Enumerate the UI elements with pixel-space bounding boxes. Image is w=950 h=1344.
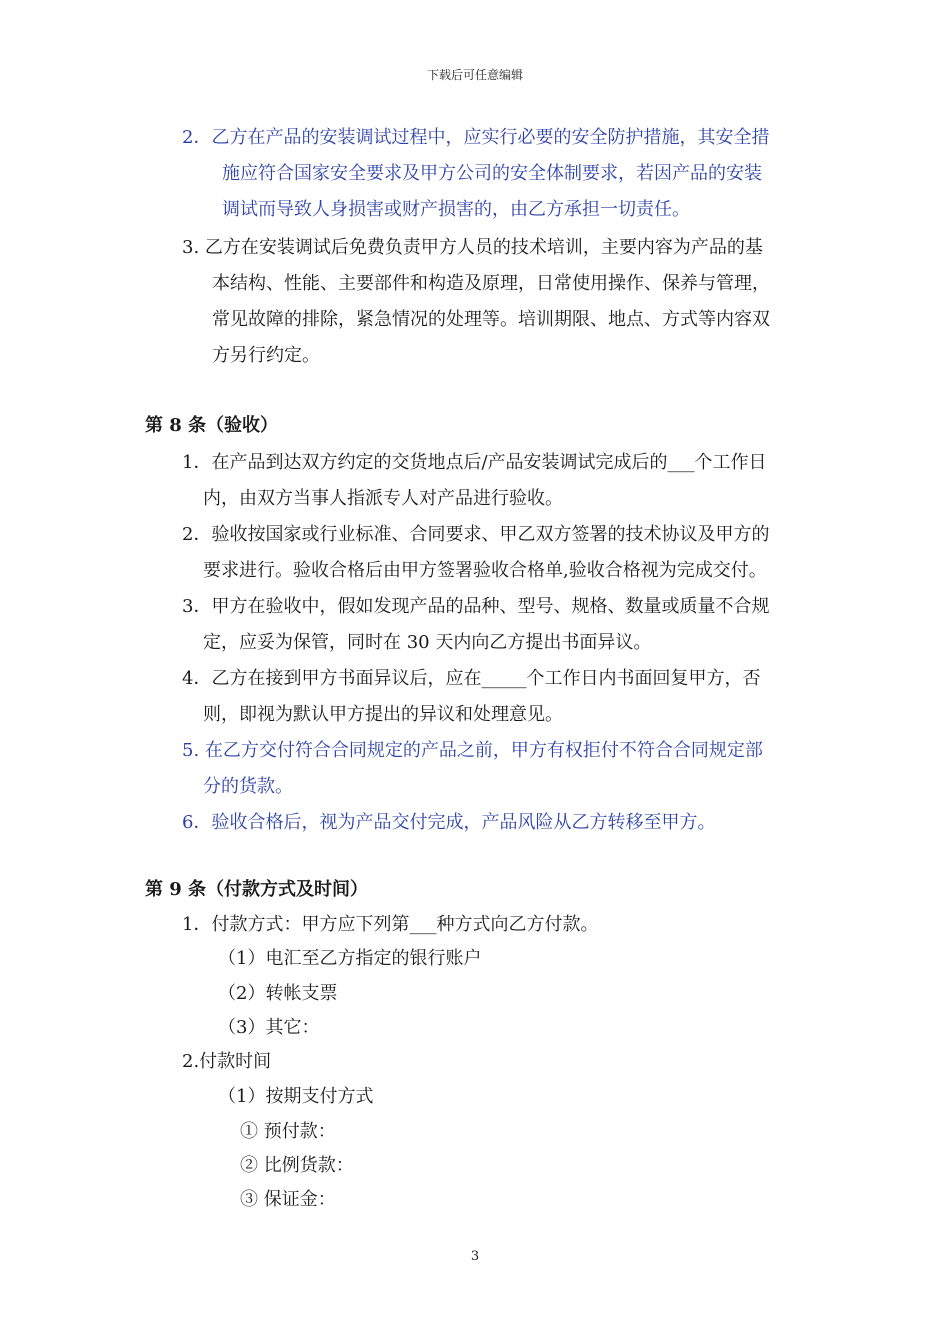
payment-option-1: （1）电汇至乙方指定的银行账户 xyxy=(218,948,482,969)
article-8-title: 第 8 条（验收） xyxy=(145,415,279,436)
clause-3-line-1: 3. 乙方在安装调试后免费负责甲方人员的技术培训，主要内容为产品的基 xyxy=(182,237,763,258)
payment-sub-item-2: ② 比例货款： xyxy=(240,1155,354,1176)
clause-3-line-3: 常见故障的排除，紧急情况的处理等。培训期限、地点、方式等内容双 xyxy=(212,309,770,330)
article-8-item-6: 6．验收合格后，视为产品交付完成，产品风险从乙方转移至甲方。 xyxy=(182,812,716,833)
page-number: 3 xyxy=(470,1249,480,1264)
payment-sub-item-3: ③ 保证金： xyxy=(240,1189,336,1210)
article-9-item-1-text-b: 种方式向乙方付款。 xyxy=(436,914,599,935)
payment-option-3: （3）其它： xyxy=(218,1017,320,1038)
article-8-item-4-line-1 xyxy=(182,667,760,691)
article-8-item-3-line-1: 3．甲方在验收中，假如发现产品的品种、型号、规格、数量或质量不合规 xyxy=(182,596,770,617)
page-header: 下载后可任意编辑 xyxy=(426,68,523,82)
clause-2-line-3: 调试而导致人身损害或财产损害的，由乙方承担一切责任。 xyxy=(222,199,690,220)
article-9-item-2: 2.付款时间 xyxy=(182,1051,272,1072)
payment-sub-1: （1）按期支付方式 xyxy=(218,1086,374,1107)
article-8-item-2-line-1: 2．验收按国家或行业标准、合同要求、甲乙双方签署的技术协议及甲方的 xyxy=(182,524,770,545)
article-8-item-1-text-b: 个工作日 xyxy=(694,452,767,473)
article-8-item-4-text-b: 个工作日内书面回复甲方，否 xyxy=(526,668,761,689)
article-9-item-1-text-a: 1．付款方式：甲方应下列第 xyxy=(182,914,410,935)
article-8-item-4-text-a: 4．乙方在接到甲方书面异议后，应在 xyxy=(182,668,482,689)
clause-2-line-1: 2．乙方在产品的安装调试过程中，应实行必要的安全防护措施，其安全措 xyxy=(182,127,770,148)
article-8-item-5-line-1: 5. 在乙方交付符合合同规定的产品之前，甲方有权拒付不符合合同规定部 xyxy=(182,740,763,761)
article-9-title: 第 9 条（付款方式及时间） xyxy=(145,879,369,900)
article-8-item-5-line-2: 分的货款。 xyxy=(203,776,293,797)
article-8-item-3-line-2: 定，应妥为保管，同时在 30 天内向乙方提出书面异议。 xyxy=(203,632,652,653)
clause-3-line-2: 本结构、性能、主要部件和构造及原理，日常使用操作、保养与管理， xyxy=(212,273,770,294)
fill-in-blank: ___ xyxy=(667,452,695,473)
clause-2-line-2: 施应符合国家安全要求及甲方公司的安全体制要求，若因产品的安装 xyxy=(222,163,762,184)
article-8-item-4-line-2: 则，即视为默认甲方提出的异议和处理意见。 xyxy=(203,704,563,725)
payment-sub-item-1: ① 预付款： xyxy=(240,1121,336,1142)
fill-in-blank: ___ xyxy=(409,914,437,935)
article-9-item-1 xyxy=(182,913,598,937)
article-8-item-2-line-2: 要求进行。验收合格后由甲方签署验收合格单,验收合格视为完成交付。 xyxy=(203,560,767,581)
clause-3-line-4: 方另行约定。 xyxy=(212,345,320,366)
article-8-item-1-line-1 xyxy=(182,451,767,475)
article-8-item-1-text-a: 1．在产品到达双方约定的交货地点后/产品安装调试完成后的 xyxy=(182,452,668,473)
fill-in-blank: _____ xyxy=(481,668,527,689)
payment-option-2: （2）转帐支票 xyxy=(218,983,338,1004)
article-8-item-1-line-2: 内，由双方当事人指派专人对产品进行验收。 xyxy=(203,488,563,509)
